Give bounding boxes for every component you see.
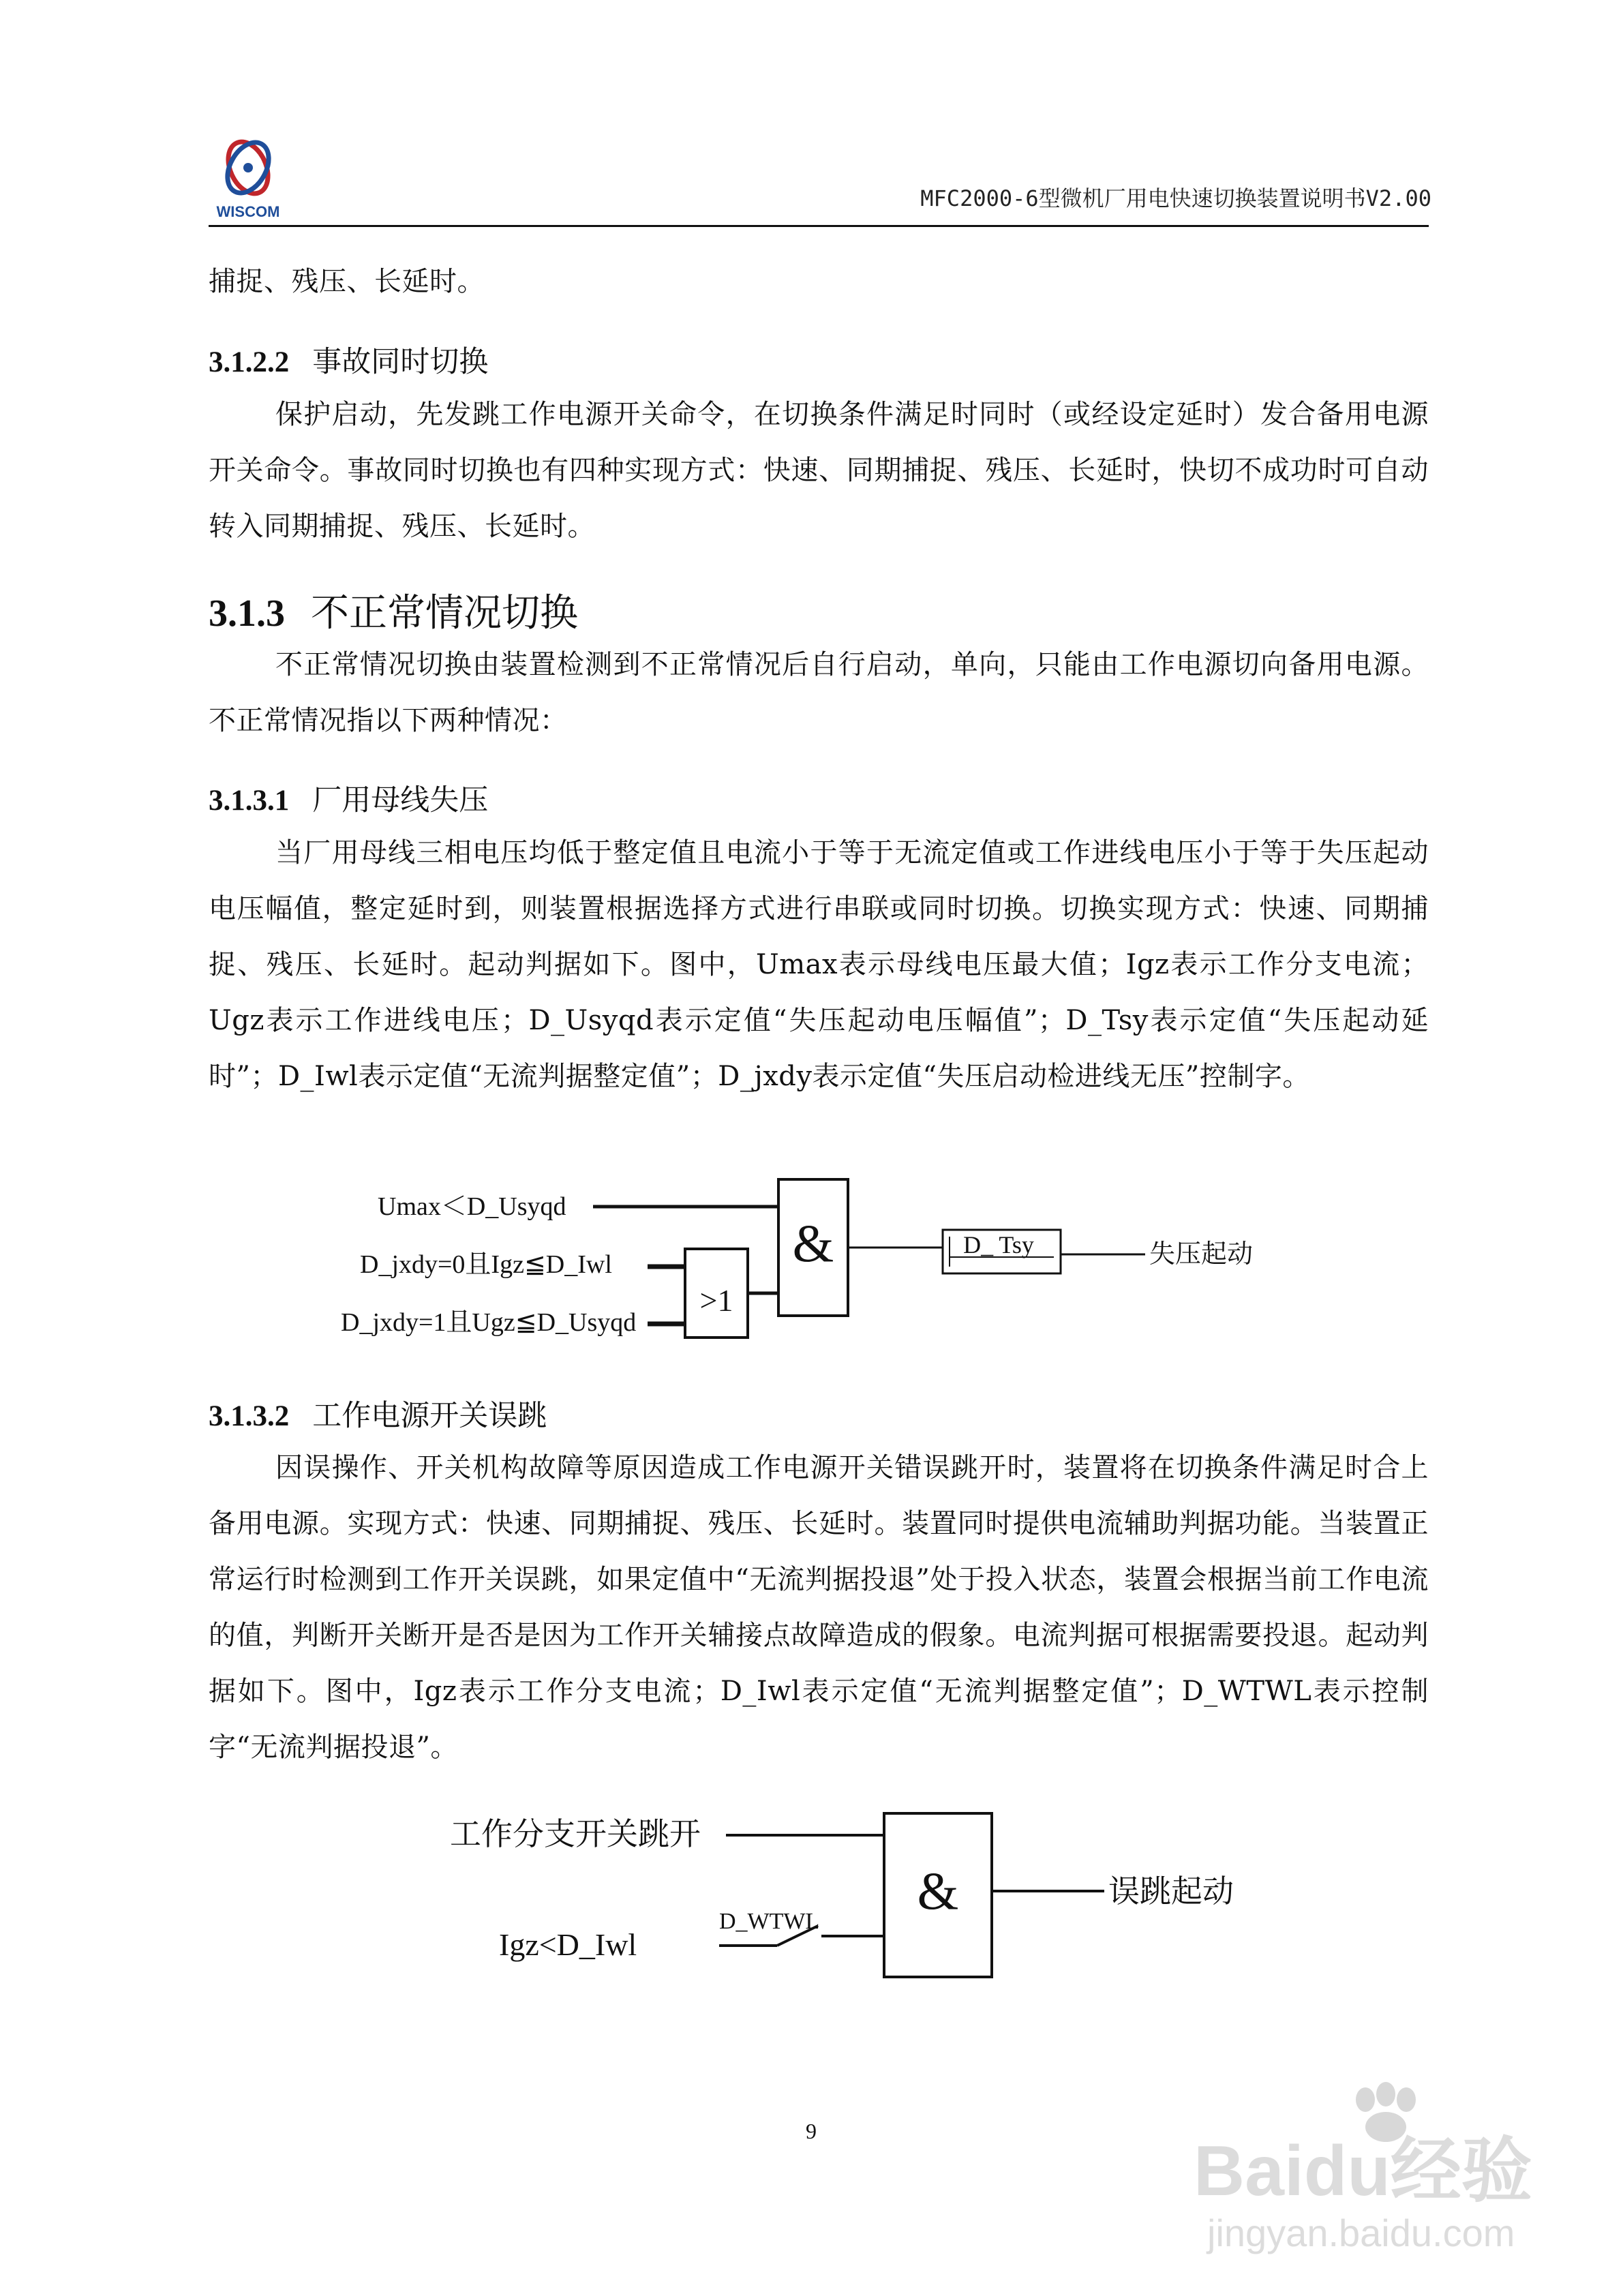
section-title: 工作电源开关误跳 bbox=[312, 1399, 547, 1433]
and-gate-label: & bbox=[917, 1861, 959, 1920]
wiscom-logo bbox=[209, 134, 290, 222]
output-label: 失压起动 bbox=[1149, 1240, 1254, 1269]
watermark-url: jingyan.baidu.com bbox=[1207, 2211, 1515, 2254]
input-jxdy1: D_jxdy=1且Ugz≦D_Usyqd bbox=[341, 1308, 637, 1337]
or-gate-label: >1 bbox=[699, 1283, 733, 1318]
timer-label: D_ Tsy bbox=[963, 1231, 1034, 1258]
output-label: 误跳起动 bbox=[1108, 1874, 1234, 1909]
section-number: 3.1.3.1 bbox=[209, 785, 290, 817]
watermark-brand: Baidu经验 bbox=[1194, 2132, 1532, 2211]
and-gate-label: & bbox=[792, 1213, 834, 1273]
input-igz: Igz<D_Iwl bbox=[499, 1927, 637, 1962]
paragraph-313: 不正常情况切换由装置检测到不正常情况后自行启动，单向，只能由工作电源切向备用电源。不正常情况指以下两种情况： bbox=[209, 649, 1429, 736]
input-breaker-trip: 工作分支开关跳开 bbox=[450, 1817, 701, 1852]
document-title: MFC2000-6型微机厂用电快速切换装置说明书V2.00 bbox=[920, 185, 1431, 211]
logic-diagram-voltage-loss bbox=[327, 1166, 1281, 1350]
paragraph-3122: 保护启动，先发跳工作电源开关命令，在切换条件满足时同时（或经设定延时）发合备用电源开关命令。事故同时切换也有四种实现方式：快速、同期捕捉、残压、长延时，快切不成功时可自动转入同期捕捉、残压、长延时。 bbox=[209, 399, 1429, 542]
paragraph-3131: 当厂用母线三相电压均低于整定值且电流小于等于无流定值或工作进线电压小于等于失压起动电压幅值，整定延时到，则装置根据选择方式进行串联或同时切换。切换实现方式：快速、同期捕捉、残压、长延时。起动判据如下。图中，Umax表示母线电压最大值；Igz表示工作分支电流；Ugz表示工作进线电压；D_Usyqd表示定值“失压起动电压幅值”；D_Tsy表示定值“失压起动延时”；D_Iwl表示定值“无流判据整定值”；D_jxdy表示定值“失压启动检进线无压”控制字。 bbox=[209, 837, 1429, 1092]
section-title: 事故同时切换 bbox=[312, 345, 489, 379]
continuation-text: 捕捉、残压、长延时。 bbox=[209, 266, 485, 297]
logo-text: WISCOM bbox=[216, 203, 280, 220]
switch-label: D_WTWL bbox=[719, 1909, 820, 1934]
section-title: 不正常情况切换 bbox=[311, 591, 578, 635]
section-heading-3122 bbox=[209, 339, 488, 380]
section-heading-313 bbox=[209, 583, 578, 637]
header-rule bbox=[209, 225, 1429, 227]
input-umax: Umax＜D_Usyqd bbox=[378, 1192, 566, 1221]
input-jxdy0: D_jxdy=0且Igz≦D_Iwl bbox=[360, 1250, 612, 1279]
section-title: 厂用母线失压 bbox=[312, 783, 489, 817]
section-number: 3.1.2.2 bbox=[209, 346, 290, 378]
section-number: 3.1.3 bbox=[209, 592, 285, 635]
section-heading-3132 bbox=[209, 1393, 547, 1434]
logic-diagram-false-trip bbox=[436, 1800, 1281, 1984]
baidu-watermark bbox=[1187, 2059, 1555, 2263]
page-number: 9 bbox=[806, 2119, 817, 2143]
section-number: 3.1.3.2 bbox=[209, 1400, 290, 1432]
paragraph-3132: 因误操作、开关机构故障等原因造成工作电源开关错误跳开时，装置将在切换条件满足时合上备用电源。实现方式：快速、同期捕捉、残压、长延时。装置同时提供电流辅助判据功能。当装置正常运行时检测到工作开关误跳，如果定值中“无流判据投退”处于投入状态，装置会根据当前工作电流的值，判断开关断开是否是因为工作开关辅接点故障造成的假象。电流判据可根据需要投退。起动判据如下。图中，Igz表示工作分支电流；D_Iwl表示定值“无流判据整定值”；D_WTWL表示控制字“无流判据投退”。 bbox=[209, 1452, 1429, 1763]
section-heading-3131 bbox=[209, 777, 488, 819]
